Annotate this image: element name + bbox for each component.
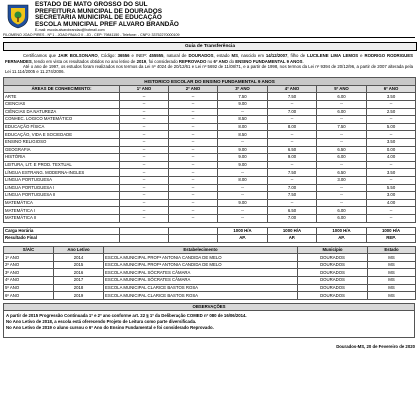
- observations-title: OBSERVAÇÕES: [4, 303, 415, 311]
- workload-cell: 1000 H/A: [268, 227, 317, 235]
- workload-cell: 1000 H/A: [317, 227, 367, 235]
- subject-name: LINGUA PORTUGUESA I: [4, 184, 120, 192]
- grade-cell: 8.00: [218, 123, 268, 131]
- header-line-secretary: SECRETARIA MUNICIPAL DE EDUCAÇÃO: [35, 14, 162, 22]
- grade-cell: --: [169, 131, 218, 139]
- schools-column-header: Estabelecimento: [104, 246, 298, 254]
- grade-cell: --: [120, 184, 169, 192]
- grade-cell: --: [120, 138, 169, 146]
- municipality: DOURADOS: [298, 277, 368, 285]
- subject-name: CIÊNCIAS DA NATUREZA: [4, 108, 120, 116]
- grade-cell: 6.50: [317, 169, 367, 177]
- grade-cell: 6.50: [268, 146, 317, 154]
- year-column-header: 2º ANO: [169, 85, 218, 93]
- subject-row: [4, 154, 416, 162]
- grade-cell: --: [120, 161, 169, 169]
- grade-cell: --: [218, 192, 268, 200]
- grade-cell: 3.50: [367, 169, 416, 177]
- grade-cell: --: [169, 207, 218, 215]
- schools-column-header: Estado: [368, 246, 416, 254]
- grade-cell: --: [367, 116, 416, 124]
- grade-cell: 8.50: [218, 116, 268, 124]
- municipality: DOURADOS: [298, 261, 368, 269]
- workload-cell: [169, 227, 218, 235]
- school-year: 2018: [54, 284, 104, 292]
- schools-column-header: Município: [298, 246, 368, 254]
- workload-cell: 1000 H/A: [367, 227, 416, 235]
- subject-row: [4, 138, 416, 146]
- grade-year: 3º ANO: [4, 269, 54, 277]
- grade-cell: --: [120, 176, 169, 184]
- subject-name: HISTÓRIA: [4, 154, 120, 162]
- grade-cell: 7.50: [218, 93, 268, 101]
- school-year: 2017: [54, 277, 104, 285]
- school-name: ESCOLA MUNICIPAL SÓCRATES CÂMARA: [104, 277, 298, 285]
- certificate-text: [3, 53, 415, 74]
- subject-name: EDUCAÇÃO FÍSICA: [4, 123, 120, 131]
- grade-cell: --: [268, 161, 317, 169]
- grade-cell: 7.50: [268, 169, 317, 177]
- school-row: [4, 254, 416, 262]
- workload-cell: [120, 227, 169, 235]
- grade-cell: 5.00: [367, 123, 416, 131]
- school-name: ESCOLA MUNICIPAL PROFª ANTONIA CANDIDA DE MELO: [104, 254, 298, 262]
- school-row: [4, 292, 416, 300]
- municipal-crest-icon: [5, 3, 31, 29]
- grade-cell: 7.50: [268, 192, 317, 200]
- grade-cell: 6.00: [317, 214, 367, 222]
- subject-name: LEITURA, LIT. E PROD. TEXTUAL: [4, 161, 120, 169]
- grade-cell: 5.50: [367, 184, 416, 192]
- grade-cell: --: [169, 93, 218, 101]
- grade-cell: --: [317, 138, 367, 146]
- certificate-paragraph-2: Até o ano de 1997, os estudos foram realizados nos termos da Lei nº 4024 de 20/12/61 e Lei nº 5692 de 11/08/71, e a partir de 1998, nos termos da Lei nº 9394 de 20/12/96, a partir de 2007 alterada pela Lei 11.114/2005 e 11.274/2006.: [5, 63, 413, 75]
- certificate-paragraph-1: Certificamos que JAIR BOLSONARO, Código: 36556 e INEP: 455555, natural de DOURADOS, estado MS, nascido em 14/12/2007, filho de LUCILENE LIMA LEMOS e RODRIGO RODRIGUES FERNANDES, tendo em vista os resultados obtidos no ano letivo de 2019, foi considerado REPROVADO no 6º ANO do ENSINO FUNDAMENTAL 9 ANOS.: [5, 53, 414, 64]
- subject-name: GEOGRAFIA: [4, 146, 120, 154]
- state: MS: [368, 261, 416, 269]
- grade-cell: --: [218, 207, 268, 215]
- municipality: DOURADOS: [298, 269, 368, 277]
- grade-cell: --: [120, 169, 169, 177]
- subject-row: [4, 131, 416, 139]
- grade-cell: --: [120, 93, 169, 101]
- grade-cell: 9.00: [218, 101, 268, 109]
- schools-table: [3, 246, 416, 300]
- municipality: DOURADOS: [298, 292, 368, 300]
- observations-table: [3, 303, 415, 312]
- final-result-cell: AP.: [268, 235, 317, 243]
- grade-cell: --: [120, 192, 169, 200]
- grade-cell: --: [367, 161, 416, 169]
- document-title: Guia de Transferência: [3, 42, 417, 51]
- grade-cell: --: [317, 192, 367, 200]
- grade-cell: --: [218, 108, 268, 116]
- subject-row: [4, 161, 416, 169]
- grade-cell: --: [317, 131, 367, 139]
- grade-cell: 6.50: [317, 146, 367, 154]
- grade-cell: --: [120, 214, 169, 222]
- school-year: 2016: [54, 269, 104, 277]
- grade-cell: --: [169, 138, 218, 146]
- history-title: HISTORICO ESCOLAR DO ENSINO FUNDAMENTAL 9 ANOS: [4, 78, 416, 86]
- grade-cell: --: [367, 214, 416, 222]
- final-result-cell: [169, 235, 218, 243]
- grade-cell: --: [268, 101, 317, 109]
- subject-name: LINGUA PORTUGUESA II: [4, 192, 120, 200]
- workload-cell: 1000 H/A: [218, 227, 268, 235]
- subject-name: ENSINO RELIGIOSO: [4, 138, 120, 146]
- grade-cell: 7.50: [317, 123, 367, 131]
- grade-cell: --: [218, 138, 268, 146]
- final-result-row: [4, 235, 416, 243]
- grade-year: 1º ANO: [4, 254, 54, 262]
- grade-cell: --: [120, 101, 169, 109]
- grade-cell: 4.00: [367, 154, 416, 162]
- final-result-label: Resultado Final: [4, 235, 120, 243]
- school-year: 2019: [54, 292, 104, 300]
- year-column-header: 5º ANO: [317, 85, 367, 93]
- schools-column-header: S/A/C: [4, 246, 54, 254]
- subject-name: ARTE: [4, 93, 120, 101]
- subject-name: CIENCIAS: [4, 101, 120, 109]
- grade-cell: --: [120, 146, 169, 154]
- grade-cell: --: [120, 207, 169, 215]
- state: MS: [368, 284, 416, 292]
- schools-header-row: [4, 246, 416, 254]
- subject-column-header: ÁREAS DE CONHECIMENTO:: [4, 85, 120, 93]
- subject-row: [4, 93, 416, 101]
- grade-cell: 3.00: [317, 176, 367, 184]
- grade-cell: 6.00: [317, 154, 367, 162]
- observation-line-2: No Ano Letivo de 2018, a escola está oferecendo Projeto de Leitura como parte diversificada.: [6, 319, 197, 325]
- year-column-header: 3º ANO: [218, 85, 268, 93]
- grade-cell: --: [169, 146, 218, 154]
- grade-cell: 7.00: [268, 184, 317, 192]
- school-name: ESCOLA MUNICIPAL PROFª ANTONIA CANDIDA DE MELO: [104, 261, 298, 269]
- document-header: [3, 2, 415, 32]
- grade-cell: --: [317, 184, 367, 192]
- grade-cell: --: [218, 184, 268, 192]
- schools-column-header: Ano Letivo: [54, 246, 104, 254]
- grade-cell: 9.00: [218, 154, 268, 162]
- subject-row: [4, 207, 416, 215]
- grade-cell: 3.00: [367, 192, 416, 200]
- school-row: [4, 277, 416, 285]
- subject-row: [4, 176, 416, 184]
- grade-cell: 7.50: [268, 93, 317, 101]
- grade-cell: --: [169, 169, 218, 177]
- grade-cell: --: [218, 214, 268, 222]
- subject-row: [4, 123, 416, 131]
- grade-cell: --: [268, 131, 317, 139]
- grade-cell: --: [169, 101, 218, 109]
- subject-name: LINGUA PORTUGUESA: [4, 176, 120, 184]
- year-column-header: 4º ANO: [268, 85, 317, 93]
- grade-cell: --: [218, 169, 268, 177]
- grade-cell: 3.50: [367, 93, 416, 101]
- grade-cell: 6.00: [317, 207, 367, 215]
- grade-cell: --: [268, 176, 317, 184]
- subject-row: [4, 101, 416, 109]
- grade-cell: 9.00: [218, 146, 268, 154]
- grade-cell: 2.50: [367, 108, 416, 116]
- history-header-row: [4, 85, 416, 93]
- grade-cell: --: [120, 154, 169, 162]
- grade-cell: --: [317, 116, 367, 124]
- grade-cell: --: [367, 176, 416, 184]
- grade-year: 4º ANO: [4, 277, 54, 285]
- grade-cell: --: [367, 207, 416, 215]
- grade-cell: --: [120, 199, 169, 207]
- grade-cell: --: [268, 138, 317, 146]
- final-result-cell: AP.: [218, 235, 268, 243]
- grade-cell: 7.00: [268, 214, 317, 222]
- subject-row: [4, 192, 416, 200]
- final-result-cell: REP.: [367, 235, 416, 243]
- final-result-cell: [120, 235, 169, 243]
- grade-cell: 6.50: [268, 207, 317, 215]
- grade-cell: --: [367, 131, 416, 139]
- grade-cell: 7.00: [268, 108, 317, 116]
- grade-cell: --: [169, 108, 218, 116]
- subject-row: [4, 108, 416, 116]
- grade-cell: 9.00: [218, 161, 268, 169]
- grade-cell: --: [120, 116, 169, 124]
- school-year: 2014: [54, 254, 104, 262]
- grade-year: 5º ANO: [4, 284, 54, 292]
- state: MS: [368, 269, 416, 277]
- grade-cell: 6.00: [317, 93, 367, 101]
- grade-cell: --: [169, 199, 218, 207]
- header-address: FILOMENO JOAO PIRES - Nº 1 - JOAO PAULO II - JD - CEP: 79841150 - Telefone: - CNPJ: 33752270000109: [3, 33, 415, 38]
- subject-row: [4, 146, 416, 154]
- place-date-footer: Dourados-MS, 20 de Fevereiro de 2020: [336, 344, 415, 350]
- grade-cell: 0.00: [367, 146, 416, 154]
- observations-box: [3, 311, 415, 338]
- header-email: E-mail: escola.alvarobrandao@hotmail.com: [35, 28, 105, 33]
- grade-cell: --: [169, 123, 218, 131]
- grade-cell: 8.00: [268, 123, 317, 131]
- school-row: [4, 284, 416, 292]
- subject-row: [4, 214, 416, 222]
- grade-cell: --: [268, 116, 317, 124]
- subject-name: MATEMÁTICA: [4, 199, 120, 207]
- school-row: [4, 261, 416, 269]
- grade-cell: 8.50: [218, 131, 268, 139]
- grade-cell: --: [169, 154, 218, 162]
- workload-label: Carga Horária: [4, 227, 120, 235]
- grade-cell: --: [120, 123, 169, 131]
- subject-name: MATEMÁTICA II: [4, 214, 120, 222]
- grade-cell: 4.00: [367, 199, 416, 207]
- school-year: 2015: [54, 261, 104, 269]
- grade-cell: 9.00: [268, 154, 317, 162]
- grade-cell: 9.00: [218, 199, 268, 207]
- state: MS: [368, 292, 416, 300]
- subject-name: LÍNGUA ESTRANG. MODERNA-INGLES: [4, 169, 120, 177]
- grade-cell: --: [317, 199, 367, 207]
- subject-row: [4, 116, 416, 124]
- state: MS: [368, 254, 416, 262]
- grade-cell: --: [169, 192, 218, 200]
- grade-cell: --: [317, 101, 367, 109]
- header-line-prefecture: PREFEITURA MUNICIPAL DE DOURADOS: [35, 7, 162, 15]
- municipality: DOURADOS: [298, 254, 368, 262]
- subject-row: [4, 184, 416, 192]
- observation-line-1: A partir de 2015 Progressão Continuada 1º e 2º ano conforme art. 22 § 1º da Deliberação COMED nº 080 de 16/06/2014.: [6, 313, 247, 319]
- final-result-cell: AP.: [317, 235, 367, 243]
- school-name: ESCOLA MUNICIPAL CLARICE BASTOS ROSA: [104, 284, 298, 292]
- subject-row: [4, 169, 416, 177]
- grade-cell: --: [169, 176, 218, 184]
- state: MS: [368, 277, 416, 285]
- municipality: DOURADOS: [298, 284, 368, 292]
- school-row: [4, 269, 416, 277]
- grade-cell: --: [367, 101, 416, 109]
- grade-cell: --: [120, 108, 169, 116]
- grade-cell: --: [317, 161, 367, 169]
- history-table: [3, 77, 416, 242]
- subject-row: [4, 199, 416, 207]
- header-line-state: ESTADO DE MATO GROSSO DO SUL: [35, 1, 148, 8]
- observation-line-3: No Ano Letivo de 2019 o aluno cursou o 6º Ano do Ensino Fundamental e foi considerado Reprovado.: [6, 324, 214, 330]
- school-name: ESCOLA MUNICIPAL CLARICE BASTOS ROSA: [104, 292, 298, 300]
- year-column-header: 6º ANO: [367, 85, 416, 93]
- subject-name: EDUCAÇÃO, VIDA E SOCIEDADE: [4, 131, 120, 139]
- header-line-school: ESCOLA MUNICIPAL PREF ALVARO BRANDÃO: [35, 20, 179, 28]
- school-name: ESCOLA MUNICIPAL SÓCRATES CÂMARA: [104, 269, 298, 277]
- grade-cell: --: [169, 214, 218, 222]
- grade-cell: --: [120, 131, 169, 139]
- workload-row: [4, 227, 416, 235]
- subject-name: CONHEC. LOGICO MATEMÁTICO: [4, 116, 120, 124]
- grade-cell: --: [169, 161, 218, 169]
- grade-year: 2º ANO: [4, 261, 54, 269]
- grade-cell: 3.50: [367, 138, 416, 146]
- grade-cell: --: [169, 184, 218, 192]
- grade-year: 6º ANO: [4, 292, 54, 300]
- grade-cell: --: [169, 116, 218, 124]
- grade-cell: 8.00: [218, 176, 268, 184]
- subject-name: MATEMÁTICA I: [4, 207, 120, 215]
- grade-cell: 6.00: [317, 108, 367, 116]
- year-column-header: 1º ANO: [120, 85, 169, 93]
- grade-cell: --: [268, 199, 317, 207]
